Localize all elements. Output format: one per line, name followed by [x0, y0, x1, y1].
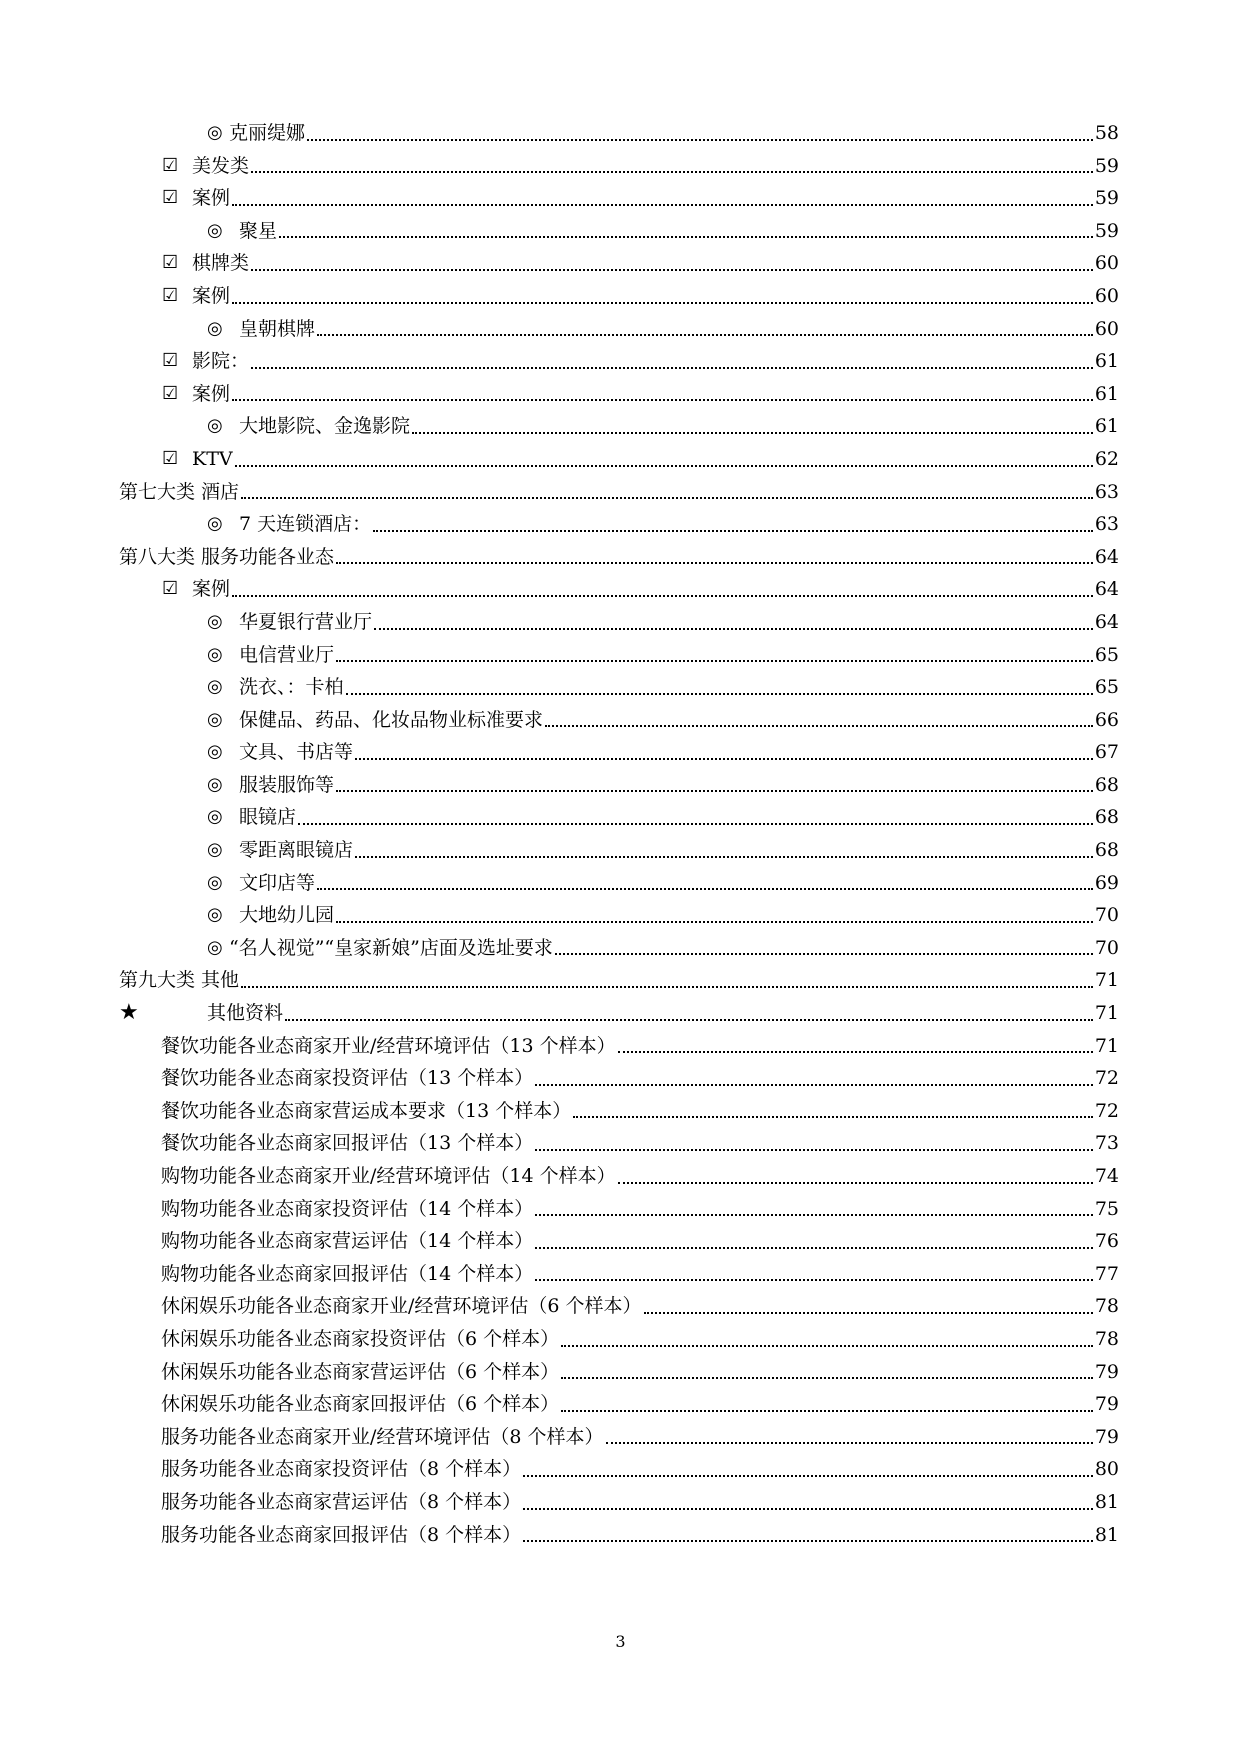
- toc-entry-page-number: 61: [1094, 350, 1119, 373]
- circle-bullet-icon: ◎: [207, 610, 223, 632]
- checkbox-icon: ☑: [162, 447, 179, 469]
- checkbox-icon: ☑: [162, 350, 179, 372]
- page-number: 3: [615, 1632, 626, 1651]
- toc-entry-page-number: 68: [1094, 839, 1119, 862]
- dot-leader: [317, 867, 1093, 900]
- toc-entry-title: 零距离眼镜店: [239, 839, 354, 862]
- toc-entry-page-number: 58: [1094, 122, 1119, 144]
- toc-entry[interactable]: [119, 1323, 1119, 1356]
- toc-entry-page-number: 63: [1094, 513, 1119, 536]
- toc-entry-title: 购物功能各业态商家开业/经营环境评估（14 个样本）: [161, 1165, 616, 1187]
- toc-entry-page-number: 72: [1094, 1067, 1119, 1090]
- circle-bullet-icon: ◎: [207, 122, 223, 143]
- toc-entry-title: 购物功能各业态商家投资评估（14 个样本）: [161, 1197, 534, 1220]
- checkbox-icon: ☑: [162, 382, 179, 404]
- table-of-contents: [119, 117, 1119, 1551]
- dot-leader: [336, 639, 1093, 672]
- toc-entry[interactable]: [119, 1421, 1119, 1454]
- toc-entry-page-number: 69: [1094, 871, 1119, 894]
- toc-entry[interactable]: [119, 508, 1119, 541]
- toc-entry-page-number: 67: [1094, 741, 1119, 764]
- toc-entry[interactable]: [119, 476, 1119, 509]
- toc-entry-page-number: 64: [1094, 545, 1119, 568]
- toc-entry-title: 服务功能各业态商家营运评估（8 个样本）: [161, 1490, 522, 1513]
- toc-entry-title: 休闲娱乐功能各业态商家营运评估（6 个样本）: [161, 1360, 560, 1383]
- toc-entry-title: 案例: [192, 382, 231, 405]
- toc-entry-title: 美发类: [192, 154, 250, 177]
- toc-entry[interactable]: [119, 1388, 1119, 1421]
- toc-entry-page-number: 61: [1094, 382, 1119, 405]
- toc-entry-title: 文具、书店等: [239, 741, 354, 764]
- toc-entry-title: 保健品、药品、化妆品物业标准要求: [239, 708, 544, 731]
- circle-bullet-icon: ◎: [207, 904, 223, 926]
- toc-entry-page-number: 65: [1094, 643, 1119, 666]
- toc-entry-title: 华夏银行营业厅: [239, 610, 373, 633]
- dot-leader: [373, 508, 1093, 541]
- toc-entry-page-number: 80: [1094, 1458, 1119, 1481]
- toc-entry[interactable]: [119, 1356, 1119, 1389]
- dot-leader: [336, 541, 1093, 574]
- checkbox-icon: ☑: [162, 284, 179, 306]
- toc-entry-page-number: 59: [1094, 154, 1119, 177]
- toc-entry-title: 案例: [192, 284, 231, 307]
- dot-leader: [618, 1160, 1093, 1193]
- toc-entry[interactable]: [119, 1453, 1119, 1486]
- dot-leader: [412, 410, 1093, 443]
- circle-bullet-icon: ◎: [207, 708, 223, 730]
- toc-entry-page-number: 74: [1094, 1165, 1119, 1187]
- toc-entry[interactable]: [119, 704, 1119, 737]
- toc-entry[interactable]: [119, 1193, 1119, 1226]
- dot-leader: [232, 280, 1093, 313]
- toc-entry[interactable]: [119, 1290, 1119, 1323]
- toc-entry-page-number: 73: [1094, 1132, 1119, 1155]
- toc-entry-title: 休闲娱乐功能各业态商家回报评估（6 个样本）: [161, 1393, 560, 1416]
- toc-entry-page-number: 64: [1094, 610, 1119, 633]
- dot-leader: [346, 671, 1093, 704]
- toc-entry-page-number: 72: [1094, 1099, 1119, 1122]
- dot-leader: [561, 1323, 1093, 1356]
- toc-entry-title: 皇朝棋牌: [239, 317, 316, 340]
- toc-entry-title: 购物功能各业态商家回报评估（14 个样本）: [161, 1262, 534, 1285]
- toc-entry-page-number: 60: [1094, 317, 1119, 340]
- toc-entry[interactable]: [119, 932, 1119, 965]
- circle-bullet-icon: ◎: [207, 513, 223, 535]
- toc-entry-title: 大地影院、金逸影院: [239, 415, 411, 438]
- dot-leader: [279, 215, 1093, 248]
- toc-entry-page-number: 62: [1094, 447, 1119, 470]
- dot-leader: [555, 932, 1093, 965]
- toc-entry-page-number: 70: [1094, 936, 1119, 959]
- toc-entry-title: 其他资料: [207, 1002, 284, 1025]
- toc-entry-page-number: 60: [1094, 252, 1119, 275]
- toc-entry-title: 电信营业厅: [239, 643, 335, 666]
- toc-entry[interactable]: [119, 247, 1119, 280]
- toc-entry[interactable]: [119, 410, 1119, 443]
- toc-entry-title: 服务功能各业态商家开业/经营环境评估（8 个样本）: [161, 1425, 604, 1448]
- toc-entry[interactable]: [119, 280, 1119, 313]
- toc-entry[interactable]: [119, 964, 1119, 997]
- toc-entry-page-number: 81: [1094, 1523, 1119, 1546]
- toc-entry[interactable]: [119, 182, 1119, 215]
- checkbox-icon: ☑: [162, 187, 179, 209]
- toc-entry-title: 眼镜店: [239, 806, 297, 829]
- dot-leader: [307, 117, 1093, 150]
- dot-leader: [606, 1421, 1093, 1454]
- toc-entry[interactable]: [119, 443, 1119, 476]
- toc-entry-page-number: 61: [1094, 415, 1119, 438]
- toc-entry[interactable]: [119, 606, 1119, 639]
- toc-entry-title: 洗衣、：卡柏: [239, 676, 344, 699]
- dot-leader: [535, 1225, 1093, 1258]
- toc-entry[interactable]: [119, 1030, 1119, 1063]
- toc-entry-title: 案例: [192, 578, 231, 601]
- circle-bullet-icon: ◎: [207, 676, 223, 698]
- toc-entry-page-number: 75: [1094, 1197, 1119, 1220]
- toc-entry[interactable]: [119, 997, 1119, 1030]
- dot-leader: [232, 573, 1093, 606]
- toc-entry[interactable]: [119, 378, 1119, 411]
- toc-entry[interactable]: [119, 736, 1119, 769]
- checkbox-icon: ☑: [162, 578, 179, 600]
- circle-bullet-icon: ◎: [207, 806, 223, 828]
- dot-leader: [355, 736, 1093, 769]
- toc-entry-page-number: 68: [1094, 806, 1119, 829]
- toc-entry[interactable]: [119, 834, 1119, 867]
- toc-entry[interactable]: [119, 1160, 1119, 1193]
- toc-entry-title: 第九大类 其他: [119, 969, 240, 992]
- toc-entry-title: 聚星: [239, 219, 278, 242]
- dot-leader: [251, 247, 1093, 280]
- toc-entry[interactable]: [119, 1062, 1119, 1095]
- dot-leader: [535, 1127, 1093, 1160]
- toc-entry-title: 服务功能各业态商家投资评估（8 个样本）: [161, 1458, 522, 1481]
- circle-bullet-icon: ◎: [207, 936, 223, 958]
- toc-entry-page-number: 81: [1094, 1490, 1119, 1513]
- dot-leader: [523, 1486, 1093, 1519]
- star-icon: ★: [119, 1000, 139, 1026]
- toc-entry-title: “名人视觉”“皇家新娘”店面及选址要求: [229, 936, 553, 959]
- toc-entry-page-number: 64: [1094, 578, 1119, 601]
- dot-leader: [285, 997, 1093, 1030]
- toc-entry-page-number: 59: [1094, 187, 1119, 210]
- dot-leader: [298, 801, 1093, 834]
- toc-entry[interactable]: [119, 541, 1119, 574]
- dot-leader: [232, 182, 1093, 215]
- dot-leader: [241, 476, 1093, 509]
- dot-leader: [523, 1453, 1093, 1486]
- dot-leader: [336, 899, 1093, 932]
- toc-entry-page-number: 71: [1094, 969, 1119, 992]
- dot-leader: [535, 1193, 1093, 1226]
- toc-entry[interactable]: [119, 801, 1119, 834]
- dot-leader: [317, 313, 1093, 346]
- toc-entry-page-number: 63: [1094, 480, 1119, 503]
- dot-leader: [355, 834, 1093, 867]
- toc-entry[interactable]: [119, 313, 1119, 346]
- toc-entry[interactable]: [119, 117, 1119, 150]
- toc-entry-title: 大地幼儿园: [239, 904, 335, 927]
- toc-entry-title: 餐饮功能各业态商家开业/经营环境评估（13 个样本）: [161, 1034, 616, 1057]
- toc-entry-page-number: 76: [1094, 1230, 1119, 1253]
- toc-entry-page-number: 66: [1094, 708, 1119, 731]
- toc-entry[interactable]: [119, 867, 1119, 900]
- toc-entry-title: 案例: [192, 187, 231, 210]
- toc-entry[interactable]: [119, 1225, 1119, 1258]
- toc-entry[interactable]: [119, 1486, 1119, 1519]
- toc-entry-page-number: 70: [1094, 904, 1119, 927]
- toc-entry[interactable]: [119, 573, 1119, 606]
- toc-entry-page-number: 71: [1094, 1034, 1119, 1057]
- toc-entry[interactable]: [119, 1095, 1119, 1128]
- dot-leader: [523, 1519, 1093, 1552]
- toc-entry-title: 服装服饰等: [239, 773, 335, 796]
- toc-entry[interactable]: [119, 215, 1119, 248]
- dot-leader: [545, 704, 1093, 737]
- toc-entry-title: 第七大类 酒店: [119, 480, 240, 503]
- circle-bullet-icon: ◎: [207, 643, 223, 665]
- toc-entry-page-number: 59: [1094, 219, 1119, 242]
- toc-entry[interactable]: [119, 345, 1119, 378]
- dot-leader: [235, 443, 1093, 476]
- toc-entry[interactable]: [119, 1258, 1119, 1291]
- toc-entry-page-number: 77: [1094, 1262, 1119, 1285]
- toc-entry-title: 克丽缇娜: [229, 122, 306, 144]
- toc-entry-title: 棋牌类: [192, 252, 250, 275]
- toc-entry-title: 餐饮功能各业态商家投资评估（13 个样本）: [161, 1067, 534, 1090]
- toc-entry-title: 影院：: [192, 350, 250, 373]
- toc-entry-page-number: 71: [1094, 1002, 1119, 1025]
- toc-entry[interactable]: [119, 899, 1119, 932]
- toc-entry[interactable]: [119, 639, 1119, 672]
- circle-bullet-icon: ◎: [207, 773, 223, 795]
- toc-entry-page-number: 79: [1094, 1425, 1119, 1448]
- toc-entry[interactable]: [119, 1519, 1119, 1552]
- toc-entry[interactable]: [119, 769, 1119, 802]
- dot-leader: [232, 378, 1093, 411]
- toc-entry-title: 休闲娱乐功能各业态商家投资评估（6 个样本）: [161, 1327, 560, 1350]
- circle-bullet-icon: ◎: [207, 839, 223, 861]
- toc-entry-page-number: 65: [1094, 676, 1119, 699]
- toc-entry-page-number: 60: [1094, 284, 1119, 307]
- dot-leader: [374, 606, 1093, 639]
- dot-leader: [251, 345, 1093, 378]
- dot-leader: [644, 1290, 1093, 1323]
- toc-entry-title: 休闲娱乐功能各业态商家开业/经营环境评估（6 个样本）: [161, 1295, 642, 1318]
- circle-bullet-icon: ◎: [207, 415, 223, 437]
- circle-bullet-icon: ◎: [207, 741, 223, 763]
- circle-bullet-icon: ◎: [207, 871, 223, 893]
- toc-entry-title: 第八大类 服务功能各业态: [119, 545, 335, 568]
- toc-entry-title: KTV: [192, 447, 233, 470]
- toc-entry-title: 购物功能各业态商家营运评估（14 个样本）: [161, 1230, 534, 1253]
- toc-entry[interactable]: [119, 150, 1119, 183]
- toc-entry-page-number: 68: [1094, 773, 1119, 796]
- toc-entry[interactable]: [119, 1127, 1119, 1160]
- toc-entry-title: 餐饮功能各业态商家营运成本要求（13 个样本）: [161, 1099, 572, 1122]
- dot-leader: [573, 1095, 1093, 1128]
- toc-entry-title: 7 天连锁酒店：: [239, 513, 372, 536]
- dot-leader: [561, 1388, 1093, 1421]
- checkbox-icon: ☑: [162, 154, 179, 176]
- circle-bullet-icon: ◎: [207, 219, 223, 241]
- dot-leader: [561, 1356, 1093, 1389]
- dot-leader: [535, 1062, 1093, 1095]
- toc-entry-page-number: 79: [1094, 1393, 1119, 1416]
- circle-bullet-icon: ◎: [207, 317, 223, 339]
- toc-entry[interactable]: [119, 671, 1119, 704]
- checkbox-icon: ☑: [162, 252, 179, 274]
- toc-entry-title: 服务功能各业态商家回报评估（8 个样本）: [161, 1523, 522, 1546]
- dot-leader: [336, 769, 1093, 802]
- toc-entry-title: 文印店等: [239, 871, 316, 894]
- toc-entry-page-number: 78: [1094, 1327, 1119, 1350]
- toc-entry-page-number: 79: [1094, 1360, 1119, 1383]
- toc-entry-page-number: 78: [1094, 1295, 1119, 1318]
- dot-leader: [241, 964, 1093, 997]
- toc-entry-title: 餐饮功能各业态商家回报评估（13 个样本）: [161, 1132, 534, 1155]
- dot-leader: [535, 1258, 1093, 1291]
- dot-leader: [251, 150, 1093, 183]
- dot-leader: [618, 1030, 1093, 1063]
